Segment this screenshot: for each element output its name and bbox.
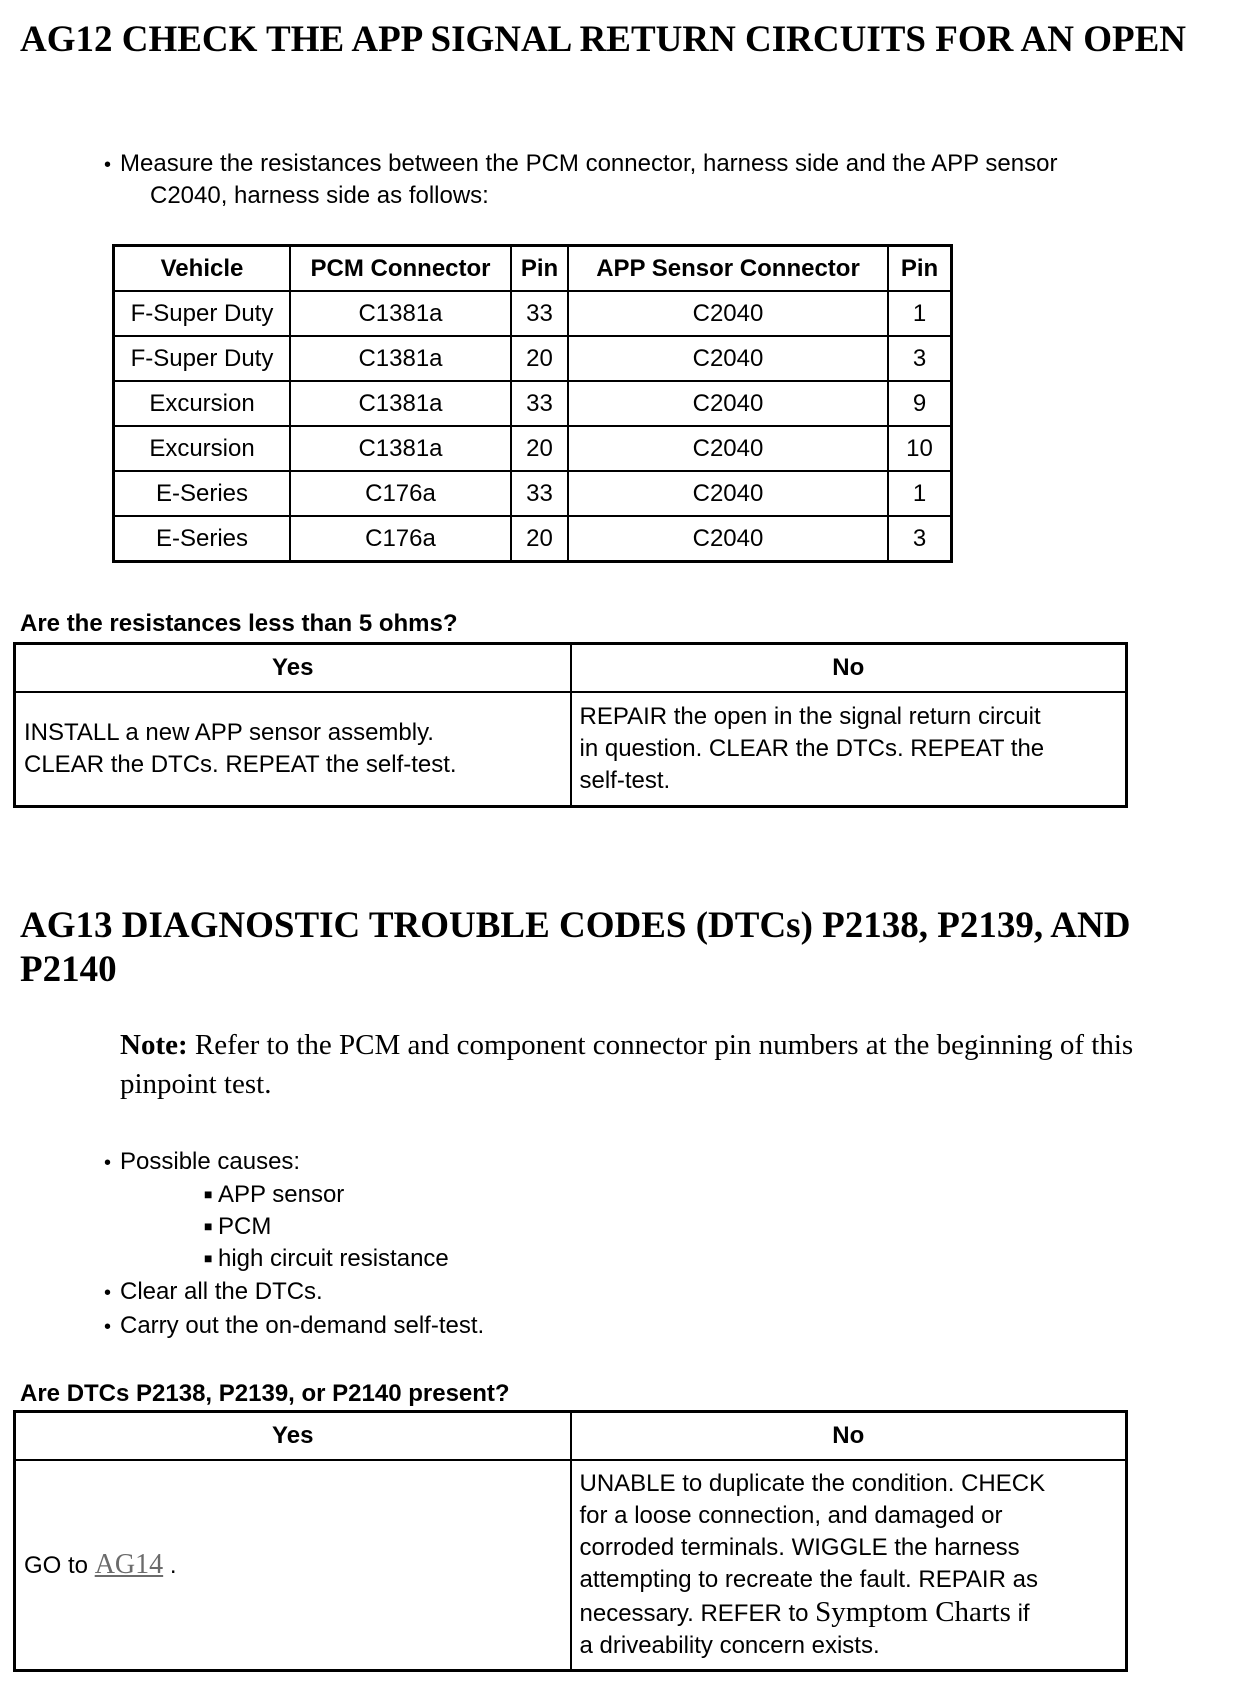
table-row <box>114 291 952 336</box>
cell-pin: 33 <box>511 381 568 426</box>
header-pin: Pin <box>888 246 952 292</box>
no-answer <box>571 692 1127 807</box>
cell-pcm-connector: C1381a <box>290 291 511 336</box>
cause-item <box>204 1210 271 1243</box>
yes-no-header-row <box>15 1412 1127 1461</box>
possible-causes-label: Possible causes: <box>120 1148 301 1175</box>
no-header: No <box>571 644 1127 693</box>
cell-pin: 3 <box>888 516 952 562</box>
clear-dtcs-bullet <box>104 1276 323 1309</box>
cell-pcm-connector: C176a <box>290 471 511 516</box>
cell-app-connector: C2040 <box>568 471 888 516</box>
symptom-charts-link[interactable]: Symptom Charts <box>815 1596 1011 1628</box>
cell-pin: 33 <box>511 471 568 516</box>
cell-pin: 3 <box>888 336 952 381</box>
cell-pcm-connector: C1381a <box>290 381 511 426</box>
cell-vehicle: E-Series <box>114 471 291 516</box>
bullet-icon: • <box>104 1316 112 1338</box>
cell-app-connector: C2040 <box>568 291 888 336</box>
bullet-icon: • <box>104 154 112 176</box>
section2-title <box>20 904 1220 992</box>
no-answer-line <box>580 1596 1118 1630</box>
cause-item <box>204 1178 344 1211</box>
yes-no-table-1 <box>13 642 1128 808</box>
cell-app-connector: C2040 <box>568 426 888 471</box>
cell-app-connector: C2040 <box>568 336 888 381</box>
cell-pcm-connector: C1381a <box>290 426 511 471</box>
cell-pin: 20 <box>511 336 568 381</box>
cell-vehicle: E-Series <box>114 516 291 562</box>
question-dtcs-present: Are DTCs P2138, P2139, or P2140 present? <box>20 1380 510 1407</box>
no-answer-line: for a loose connection, and damaged or <box>579 1502 1003 1529</box>
cell-pin: 20 <box>511 426 568 471</box>
cell-pin: 1 <box>888 291 952 336</box>
cell-pin: 9 <box>888 381 952 426</box>
instruction-bullet <box>104 148 1057 181</box>
cell-pcm-connector: C1381a <box>290 336 511 381</box>
cause-text: PCM <box>218 1213 272 1240</box>
table-row <box>114 516 952 562</box>
square-bullet-icon: ■ <box>204 1250 213 1266</box>
instruction-line2: C2040, harness side as follows: <box>150 182 489 209</box>
section2-title-line1: AG13 DIAGNOSTIC TROUBLE CODES (DTCs) P2138, P2139, AND <box>20 905 1131 946</box>
yes-no-answer-row <box>15 1460 1127 1671</box>
yes-no-header-row <box>15 644 1127 693</box>
header-vehicle: Vehicle <box>114 246 291 292</box>
cause-item <box>204 1242 449 1275</box>
cause-text: APP sensor <box>218 1181 345 1208</box>
table-row <box>114 381 952 426</box>
cell-pin: 1 <box>888 471 952 516</box>
cell-pcm-connector: C176a <box>290 516 511 562</box>
no-answer-line: in question. CLEAR the DTCs. REPEAT the <box>579 735 1045 762</box>
no-answer-line: a driveability concern exists. <box>579 1632 880 1659</box>
bullet-icon: • <box>104 1152 112 1174</box>
cause-text: high circuit resistance <box>218 1245 449 1272</box>
cell-vehicle: Excursion <box>114 426 291 471</box>
square-bullet-icon: ■ <box>204 1186 213 1202</box>
self-test-bullet <box>104 1310 484 1343</box>
note-label: Note: <box>120 1029 188 1061</box>
cell-app-connector: C2040 <box>568 381 888 426</box>
no-answer-line: attempting to recreate the fault. REPAIR as <box>579 1566 1038 1593</box>
cell-vehicle: Excursion <box>114 381 291 426</box>
cell-vehicle: F-Super Duty <box>114 291 291 336</box>
table-row <box>114 336 952 381</box>
self-test-text: Carry out the on-demand self-test. <box>120 1312 485 1339</box>
yes-answer-suffix: . <box>169 1551 177 1579</box>
section2-title-line2: P2140 <box>20 949 117 990</box>
no-answer-prefix: necessary. REFER to <box>579 1600 809 1627</box>
clear-dtcs-text: Clear all the DTCs. <box>120 1278 323 1305</box>
note-text: Refer to the PCM and component connector pin numbers at the beginning of this pinpoint test. <box>120 1029 1134 1100</box>
yes-header: Yes <box>15 1412 571 1461</box>
header-pcm-connector: PCM Connector <box>290 246 511 292</box>
header-app-sensor-connector: APP Sensor Connector <box>568 246 888 292</box>
table-row <box>114 426 952 471</box>
yes-answer <box>15 692 571 807</box>
cell-pin: 10 <box>888 426 952 471</box>
section1-title: AG12 CHECK THE APP SIGNAL RETURN CIRCUITS FOR AN OPEN <box>20 19 1187 60</box>
yes-header: Yes <box>15 644 571 693</box>
instruction-line1: Measure the resistances between the PCM connector, harness side and the APP sensor <box>120 150 1058 177</box>
yes-answer-prefix: GO to <box>24 1551 89 1579</box>
question-resistances: Are the resistances less than 5 ohms? <box>20 610 458 637</box>
no-answer-line: UNABLE to duplicate the condition. CHECK <box>579 1470 1046 1497</box>
yes-answer-line: CLEAR the DTCs. REPEAT the self-test. <box>24 751 457 778</box>
yes-no-table-2 <box>13 1410 1128 1672</box>
no-header: No <box>571 1412 1127 1461</box>
connector-table <box>112 244 953 563</box>
no-answer-line: self-test. <box>579 767 671 794</box>
possible-causes-bullet <box>104 1146 300 1179</box>
no-answer <box>571 1460 1127 1671</box>
header-pin: Pin <box>511 246 568 292</box>
yes-answer-line: INSTALL a new APP sensor assembly. <box>24 719 434 746</box>
square-bullet-icon: ■ <box>204 1218 213 1234</box>
no-answer-line: REPAIR the open in the signal return circuit <box>579 703 1041 730</box>
bullet-icon: • <box>104 1282 112 1304</box>
table-row <box>114 471 952 516</box>
cell-pin: 20 <box>511 516 568 562</box>
ag14-link[interactable]: AG14 <box>94 1548 164 1580</box>
yes-no-answer-row <box>15 692 1127 807</box>
no-answer-line: corroded terminals. WIGGLE the harness <box>579 1534 1020 1561</box>
table-header-row <box>114 246 952 292</box>
cell-vehicle: F-Super Duty <box>114 336 291 381</box>
cell-app-connector: C2040 <box>568 516 888 562</box>
cell-pin: 33 <box>511 291 568 336</box>
yes-answer <box>15 1460 571 1671</box>
no-answer-suffix: if <box>1017 1600 1030 1627</box>
note-block <box>120 1026 1200 1104</box>
